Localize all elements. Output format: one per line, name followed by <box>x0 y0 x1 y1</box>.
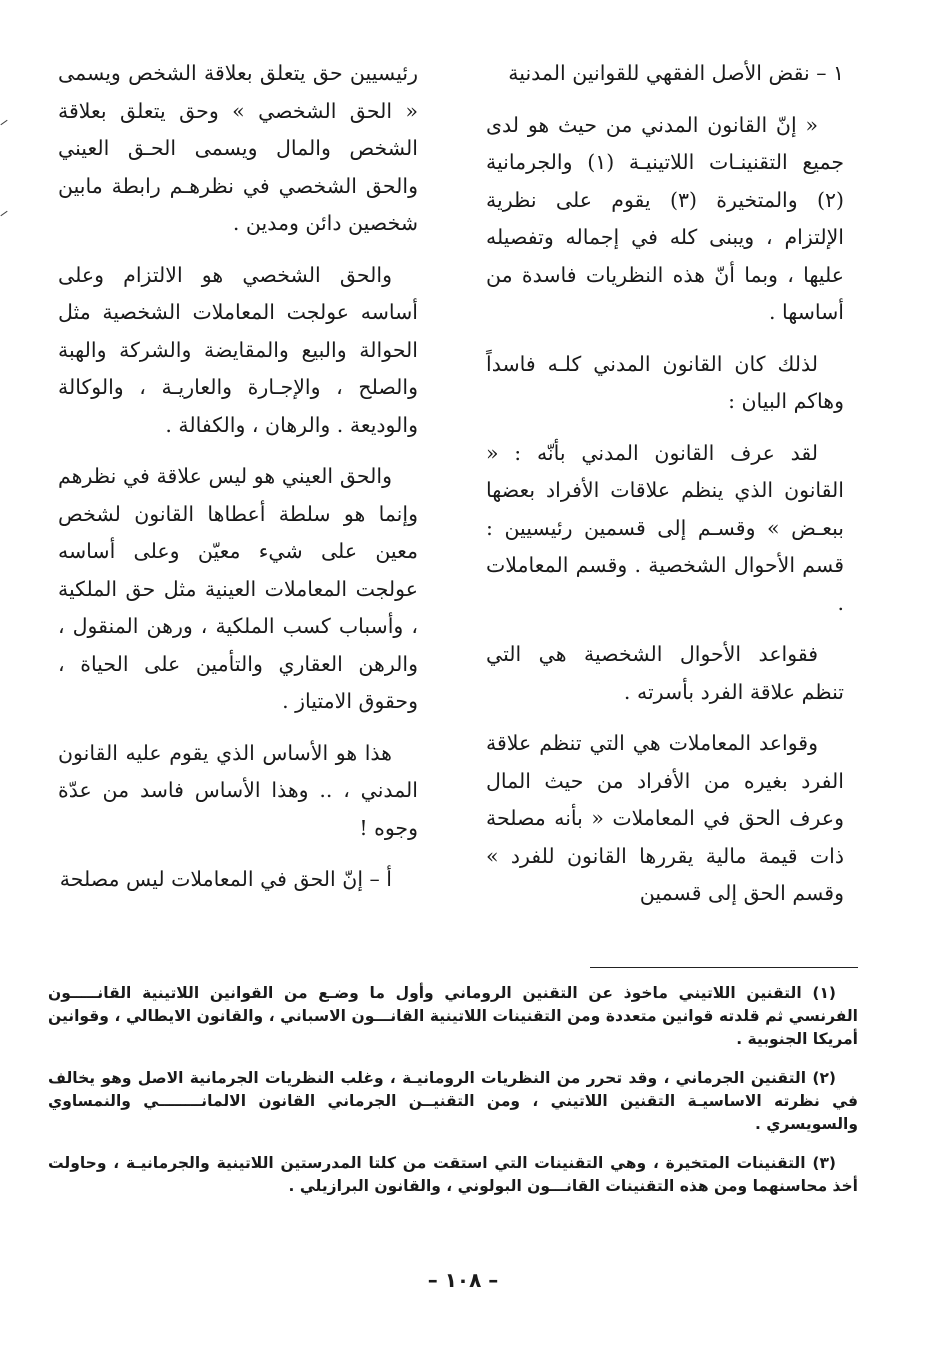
section-heading: ١ – نقض الأصل الفقهي للقوانين المدنية <box>508 61 844 85</box>
paragraph: « إنّ القانون المدني من حيث هو لدى جميع التقنينـات اللاتينيـة (١) والجرمانية (٢) والمتخيرة (٣) يقوم على نظرية الإلتزام ، ويبنى كله في إجماله وتفصيله عليها ، وبما أنّ هذه النظريات فاسدة من أساسها . <box>486 112 844 324</box>
paragraph: والحق العيني هو ليس علاقة في نظرهم وإنما هو سلطة أعطاها القانون لشخص معين على شيء معيّن وعلى أساسه عولجت المعاملات العينية مثل حق الملكية ، وأسباب كسب الملكية ، ورهن المنقول ، والرهن العقاري والتأمين على الحياة ، وحقوق الامتياز . <box>58 464 418 713</box>
footnotes <box>48 982 858 1214</box>
paragraph: والحق الشخصي هو الالتزام وعلى أساسه عولجت المعاملات الشخصية مثل الحوالة والبيع والمقايضة والشركة والهبة والصلح ، والإجـارة والعاريـة ، والوكالة والوديعة . والرهان ، والكفالة . <box>58 262 418 437</box>
paragraph: لذلك كان القانون المدني كلـه فاسداً وهاكم البيان : <box>486 351 844 413</box>
footnote-2: (٢) التقنين الجرماني ، وقد تحرر من النظريات الرومانيـة ، وغلب النظريات الجرمانية الاصل وهو يخالف في نظرته الاساسيـة التقنين اللاتيني ، ومن التقنيــن الجرماني القانون الالمانــــــــي والنمساوي والسويسري . <box>48 1069 858 1133</box>
left-text-column <box>58 55 418 913</box>
footnote-3: (٣) التقنينات المتخيرة ، وهي التقنينات التي استقت من كلتا المدرستين اللاتينية والجرمانيـة ، وحاولت أخذ محاسنهما ومن هذه التقنينات القانـــون البولوني ، والقانون البرازيلي . <box>48 1154 858 1195</box>
margin-mark <box>0 120 7 125</box>
paragraph: أ – إنّ الحق في المعاملات ليس مصلحة <box>59 867 392 891</box>
paragraph: فقواعد الأحوال الشخصية هي التي تنظم علاقة الفرد بأسرته . <box>486 642 844 704</box>
paragraph: هذا هو الأساس الذي يقوم عليه القانون المدني ، .. وهذا الأساس فاسد من عدّة وجوه ! <box>58 740 418 840</box>
footnote-divider <box>590 967 858 968</box>
right-text-column <box>486 55 844 927</box>
page-number: – ١٠٨ – <box>427 1268 499 1292</box>
paragraph: رئيسيين حق يتعلق بعلاقة الشخص ويسمى « الحق الشخصي » وحق يتعلق بعلاقة الشخص والمال ويسمى الحـق العيني والحق الشخصي في نظرهـم رابطة مابين شخصين دائن ومدين . <box>58 61 418 235</box>
paragraph: وقواعد المعاملات هي التي تنظم علاقة الفرد بغيره من الأفراد من حيث المال وعرف الحق في المعاملات « بأنه مصلحة ذات قيمة مالية يقررها القانون للفرد » وقسم الحق إلى قسمين <box>486 731 844 905</box>
margin-mark <box>0 211 7 216</box>
footnote-1: (١) التقنين اللاتيني ماخوذ عن التقنين الروماني وأول ما وضـع من القوانين اللاتينية القانـــــون الفرنسي ثم قلدته قوانين متعددة ومن التقنينات اللاتينية القانـــون الاسباني ، والقانون الايطالي ، وقوانين أمريكا الجنوبية . <box>48 984 858 1048</box>
paragraph: لقد عرف القانون المدني بأنّه : « القانون الذي ينظم علاقات الأفراد بعضها ببعـض » وقسـم إلى قسمين رئيسيين : قسم الأحوال الشخصية . وقسم المعاملات . <box>486 440 844 615</box>
